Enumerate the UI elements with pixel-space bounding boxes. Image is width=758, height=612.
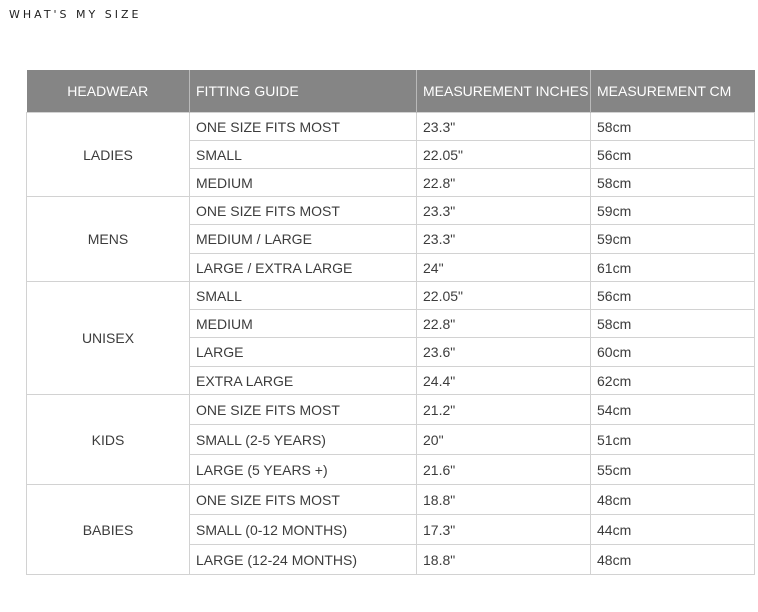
inches-cell: 22.8"	[417, 310, 591, 338]
cm-cell: 61cm	[591, 254, 755, 282]
header-headwear: HEADWEAR	[27, 70, 190, 113]
cm-cell: 56cm	[591, 141, 755, 169]
fitting-guide-cell: SMALL	[190, 282, 417, 310]
table-row	[27, 485, 755, 515]
headwear-group-cell: KIDS	[27, 395, 190, 485]
fitting-guide-cell: ONE SIZE FITS MOST	[190, 197, 417, 225]
header-measurement-cm: MEASUREMENT CM	[591, 70, 755, 113]
cm-cell: 60cm	[591, 338, 755, 367]
inches-cell: 21.2"	[417, 395, 591, 425]
table-row	[27, 113, 755, 141]
fitting-guide-cell: LARGE (12-24 MONTHS)	[190, 545, 417, 575]
inches-cell: 21.6"	[417, 455, 591, 485]
cm-cell: 62cm	[591, 367, 755, 395]
table-header	[27, 70, 755, 113]
inches-cell: 22.8"	[417, 169, 591, 197]
table-row	[27, 282, 755, 310]
fitting-guide-cell: SMALL (0-12 MONTHS)	[190, 515, 417, 545]
headwear-group-cell: LADIES	[27, 113, 190, 197]
fitting-guide-cell: SMALL	[190, 141, 417, 169]
fitting-guide-cell: MEDIUM	[190, 169, 417, 197]
fitting-guide-cell: SMALL (2-5 YEARS)	[190, 425, 417, 455]
table-row	[27, 197, 755, 225]
inches-cell: 22.05"	[417, 282, 591, 310]
cm-cell: 48cm	[591, 545, 755, 575]
cm-cell: 58cm	[591, 113, 755, 141]
table-body	[27, 113, 755, 575]
header-measurement-inches: MEASUREMENT INCHES	[417, 70, 591, 113]
cm-cell: 55cm	[591, 455, 755, 485]
headwear-group-cell: BABIES	[27, 485, 190, 575]
headwear-group-cell: UNISEX	[27, 282, 190, 395]
table-row	[27, 395, 755, 425]
fitting-guide-cell: LARGE (5 YEARS +)	[190, 455, 417, 485]
fitting-guide-cell: LARGE	[190, 338, 417, 367]
fitting-guide-cell: MEDIUM	[190, 310, 417, 338]
inches-cell: 18.8"	[417, 545, 591, 575]
cm-cell: 51cm	[591, 425, 755, 455]
inches-cell: 20"	[417, 425, 591, 455]
inches-cell: 23.3"	[417, 113, 591, 141]
inches-cell: 18.8"	[417, 485, 591, 515]
cm-cell: 59cm	[591, 197, 755, 225]
inches-cell: 23.6"	[417, 338, 591, 367]
cm-cell: 59cm	[591, 225, 755, 254]
cm-cell: 44cm	[591, 515, 755, 545]
inches-cell: 22.05"	[417, 141, 591, 169]
fitting-guide-cell: LARGE / EXTRA LARGE	[190, 254, 417, 282]
fitting-guide-cell: ONE SIZE FITS MOST	[190, 395, 417, 425]
header-row	[27, 70, 755, 113]
fitting-guide-cell: ONE SIZE FITS MOST	[190, 485, 417, 515]
inches-cell: 23.3"	[417, 197, 591, 225]
inches-cell: 24.4"	[417, 367, 591, 395]
fitting-guide-cell: ONE SIZE FITS MOST	[190, 113, 417, 141]
inches-cell: 23.3"	[417, 225, 591, 254]
page-title: WHAT'S MY SIZE	[9, 8, 142, 21]
fitting-guide-cell: EXTRA LARGE	[190, 367, 417, 395]
cm-cell: 56cm	[591, 282, 755, 310]
size-chart-table	[26, 70, 755, 575]
inches-cell: 17.3"	[417, 515, 591, 545]
headwear-group-cell: MENS	[27, 197, 190, 282]
inches-cell: 24"	[417, 254, 591, 282]
header-fitting-guide: FITTING GUIDE	[190, 70, 417, 113]
fitting-guide-cell: MEDIUM / LARGE	[190, 225, 417, 254]
cm-cell: 58cm	[591, 310, 755, 338]
cm-cell: 54cm	[591, 395, 755, 425]
cm-cell: 48cm	[591, 485, 755, 515]
cm-cell: 58cm	[591, 169, 755, 197]
